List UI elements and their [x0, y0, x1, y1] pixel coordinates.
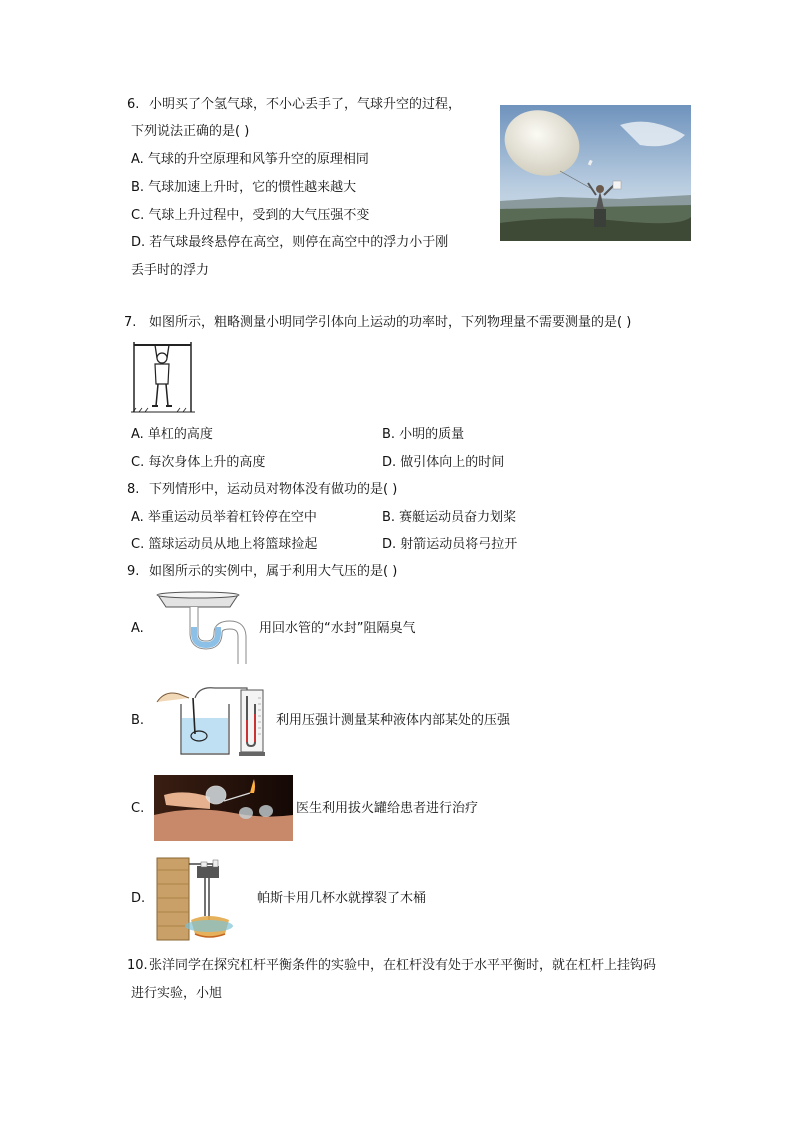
q6-option-a: A. 气球的升空原理和风筝升空的原理相同	[131, 152, 369, 167]
q7-stem: 如图所示，粗略测量小明同学引体向上运动的功率时，下列物理量不需要测量的是( )	[149, 315, 632, 330]
sink-trap-figure	[156, 591, 258, 665]
q10-number: 10.	[127, 958, 148, 973]
q7-option-d: D. 做引体向上的时间	[382, 455, 505, 470]
q6-stem-line1: 小明买了个氢气球，不小心丢手了，气球升空的过程，	[149, 97, 462, 112]
cupping-therapy-photo	[154, 775, 293, 841]
q9-stem: 如图所示的实例中，属于利用大气压的是( )	[149, 564, 398, 579]
q7-option-a: A. 单杠的高度	[131, 427, 213, 442]
q6-number: 6.	[127, 97, 140, 112]
q9-option-b-label: B.	[131, 713, 145, 728]
q8-option-a: A. 举重运动员举着杠铃停在空中	[131, 510, 317, 525]
q9-number: 9.	[127, 564, 140, 579]
q9-option-a-text: 用回水管的“水封”阻隔臭气	[259, 621, 416, 636]
q8-option-d: D. 射箭运动员将弓拉开	[382, 537, 518, 552]
q6-stem-line2: 下列说法正确的是( )	[131, 124, 250, 139]
q8-option-b: B. 赛艇运动员奋力划桨	[382, 510, 517, 525]
q6-option-c: C. 气球上升过程中，受到的大气压强不变	[131, 208, 370, 223]
q6-option-d-line2: 丢手时的浮力	[131, 263, 210, 278]
q8-number: 8.	[127, 482, 140, 497]
q10-stem-line2: 进行实验，小旭	[131, 986, 223, 1001]
pull-up-figure	[131, 340, 195, 414]
pascal-barrel-figure	[155, 856, 239, 942]
q9-option-d-label: D.	[131, 891, 146, 906]
q7-number: 7.	[124, 315, 137, 330]
q9-option-a-label: A.	[131, 621, 144, 636]
q7-option-b: B. 小明的质量	[382, 427, 465, 442]
q8-stem: 下列情形中，运动员对物体没有做功的是( )	[149, 482, 398, 497]
pressure-gauge-figure	[155, 684, 269, 760]
q9-option-d-text: 帕斯卡用几杯水就撑裂了木桶	[257, 891, 427, 906]
q9-option-c-label: C.	[131, 801, 145, 816]
q8-option-c: C. 篮球运动员从地上将篮球捡起	[131, 537, 318, 552]
q6-option-b: B. 气球加速上升时，它的惯性越来越大	[131, 180, 357, 195]
q6-option-d-line1: D. 若气球最终悬停在高空，则停在高空中的浮力小于刚	[131, 235, 449, 250]
q7-option-c: C. 每次身体上升的高度	[131, 455, 266, 470]
q10-stem-line1: 张洋同学在探究杠杆平衡条件的实验中，在杠杆没有处于水平平衡时，就在杠杆上挂钩码	[149, 958, 657, 973]
balloon-photo	[500, 105, 691, 241]
q9-option-c-text: 医生利用拔火罐给患者进行治疗	[296, 801, 479, 816]
q9-option-b-text: 利用压强计测量某种液体内部某处的压强	[276, 713, 511, 728]
